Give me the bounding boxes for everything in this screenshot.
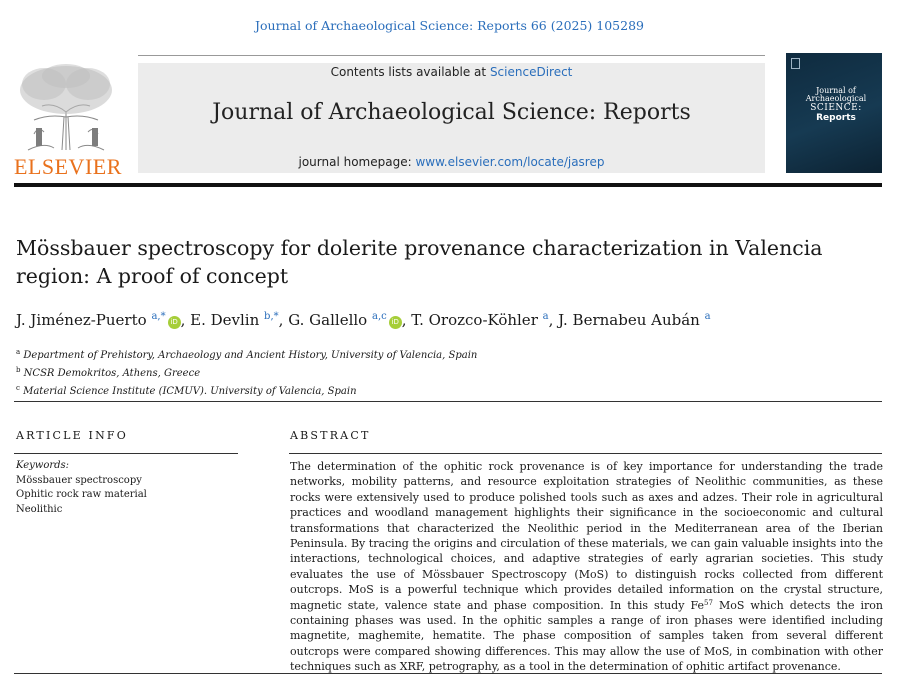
elsevier-logo[interactable] xyxy=(14,62,122,179)
article-info-rule xyxy=(14,453,238,454)
header-top-rule xyxy=(138,55,765,56)
cover-publisher-mark-icon xyxy=(791,58,800,69)
cover-line-1: Journal of xyxy=(816,86,856,95)
author-name[interactable]: T. Orozco-Köhler xyxy=(411,311,538,329)
keywords-label: Keywords: xyxy=(16,460,70,471)
author-name[interactable]: E. Devlin xyxy=(190,311,260,329)
journal-name: Journal of Archaeological Science: Reports xyxy=(212,100,691,125)
journal-citation[interactable]: Journal of Archaeological Science: Reports 66 (2025) 105289 xyxy=(255,18,644,33)
affiliation-text: NCSR Demokritos, Athens, Greece xyxy=(23,368,201,379)
cover-line-4: Reports xyxy=(816,113,856,123)
article-title: Mössbauer spectroscopy for dolerite provenance characterization in Valencia region: A proof of concept xyxy=(16,236,823,288)
author-name[interactable]: G. Gallello xyxy=(288,311,368,329)
affiliation-mark: b xyxy=(16,366,21,374)
section-divider xyxy=(14,401,882,402)
bottom-rule xyxy=(14,673,882,674)
cover-line-2: Archaeological xyxy=(805,94,867,103)
orcid-icon[interactable]: iD xyxy=(168,316,181,329)
author-name[interactable]: J. Jiménez-Puerto xyxy=(16,311,147,329)
affiliation-text: Department of Prehistory, Archaeology and Ancient History, University of Valencia, Spain xyxy=(23,350,478,361)
abstract-rule xyxy=(289,453,882,454)
elsevier-tree-icon xyxy=(14,62,118,152)
affiliation-item xyxy=(16,363,876,381)
author-affiliation-marker[interactable]: a,* xyxy=(151,311,166,322)
author-affiliation-marker[interactable]: b,* xyxy=(264,311,279,322)
orcid-icon[interactable]: iD xyxy=(389,316,402,329)
abstract-text xyxy=(290,459,883,675)
keyword-item: Neolithic xyxy=(16,503,63,515)
author-list: J. Jiménez-Puerto $^{a,*}$ iD , E. Devlin $^{b,*}$, G. Gallello $^{a,c}$ iD , T. Orozco-Köhler $^a$, J. Bernabeu Aubán $^a$ xyxy=(16,311,711,329)
author-affiliation-marker[interactable]: a,c xyxy=(371,311,387,322)
abstract-part-2: MoS which detects the iron containing phases was used. In the ophitic samples a range of iron phases were identified including magnetite, maghemite, hematite. The phase composition of samples taken from several different outcrops were compared showing differences. This may allow the use of MoS, in combination with other techniques such as XRF, petrography, as a tool in the determination of ophitic artifact provenance. xyxy=(290,598,883,674)
keyword-item: Mössbauer spectroscopy xyxy=(16,474,142,486)
keywords-block xyxy=(16,459,236,517)
affiliation-text: Material Science Institute (ICMUV). University of Valencia, Spain xyxy=(23,386,357,397)
homepage-prefix: journal homepage: xyxy=(298,155,416,169)
isotope-superscript: 57 xyxy=(704,598,713,607)
abstract-part-1: The determination of the ophitic rock provenance is of key importance for understanding the trade networks, mobility patterns, and resource exploitation strategies of Neolithic communities, as these rocks were extensively used to produce polished tools such as axes and adzes. Their role in agricultural practices and woodland management highlights their significance in the socioeconomic and cultural transformations that characterized the Neolithic period in the Mediterranean area of the Iberian Peninsula. By tracing the origins and circulation of these materials, we can gain valuable insights into the interactions, technological choices, and adaptive strategies of early agrarian societies. This study evaluates the use of Mössbauer Spectroscopy (MoS) to distinguish rocks collected from different outcrops. MoS is a powerful technique which provides detailed information on the crystal structure, magnetic state, valence state and phase composition. In this study Fe xyxy=(290,460,883,612)
affiliation-list xyxy=(16,345,876,399)
abstract-heading: ABSTRACT xyxy=(290,429,371,442)
article-info-heading: ARTICLE INFO xyxy=(16,429,128,442)
header-thick-rule xyxy=(14,183,882,187)
cover-line-3: SCIENCE: xyxy=(810,103,862,113)
journal-header-box xyxy=(138,63,765,173)
author-name[interactable]: J. Bernabeu Aubán xyxy=(558,311,700,329)
sciencedirect-link[interactable]: ScienceDirect xyxy=(489,65,573,79)
contents-prefix: Contents lists available at xyxy=(330,65,490,79)
elsevier-wordmark: ELSEVIER xyxy=(14,154,122,179)
keyword-item: Ophitic rock raw material xyxy=(16,489,147,500)
homepage-line xyxy=(138,155,765,169)
author-affiliation-marker[interactable]: a xyxy=(542,311,549,322)
contents-line xyxy=(138,65,765,79)
journal-cover[interactable] xyxy=(786,53,882,173)
affiliation-item xyxy=(16,345,876,363)
affiliation-mark: a xyxy=(16,348,21,356)
affiliation-item xyxy=(16,381,876,399)
homepage-link[interactable]: www.elsevier.com/locate/jasrep xyxy=(415,155,605,169)
author-affiliation-marker[interactable]: a xyxy=(704,311,711,322)
affiliation-mark: c xyxy=(16,384,20,392)
